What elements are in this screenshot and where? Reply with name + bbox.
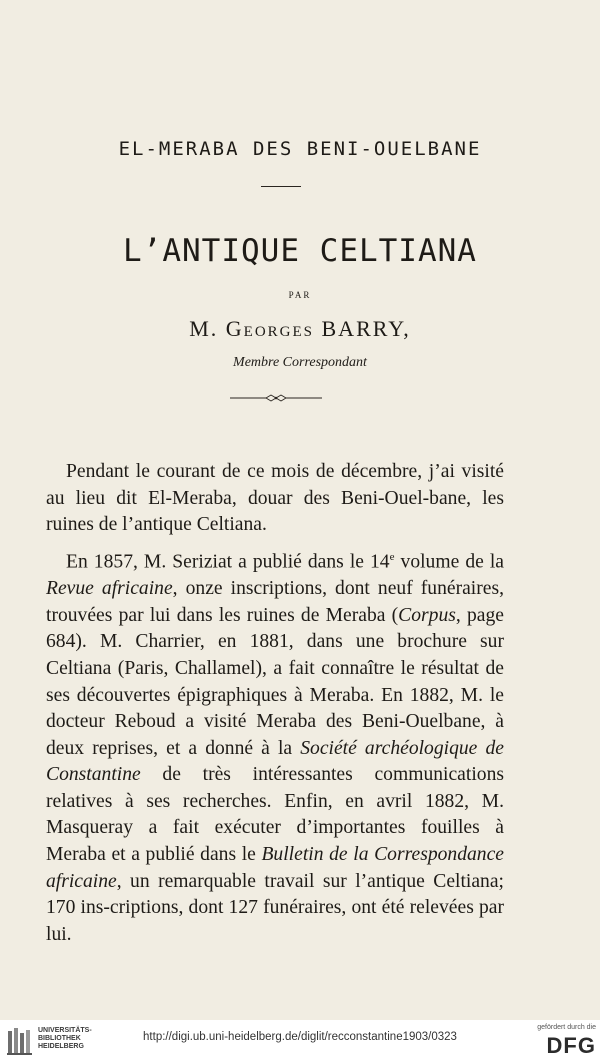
journal-corpus: Corpus xyxy=(398,604,456,626)
paragraph-1 xyxy=(46,459,504,539)
superscript-e: e xyxy=(389,551,395,563)
journal-bulletin: Bulletin de la Correspondance africaine xyxy=(46,844,504,892)
paragraph-2-text-2: volume de la xyxy=(394,551,504,573)
library-name-line2: BIBLIOTHEK xyxy=(38,1035,81,1042)
permalink-url[interactable]: http://digi.ub.uni-heidelberg.de/diglit/recconstantine1903/0323 xyxy=(143,1031,457,1043)
paragraph-2-text-5: de très intéressantes communications relatives à ses recherches. Enfin, en avril 1882, M. Masqueray a fait exécuter d’importantes fouilles à Meraba et a publié dans le xyxy=(46,764,504,866)
paragraph-2-text-6: , un remarquable travail sur l’antique Celtiana; 170 ins-criptions, dont 127 funéraires, ont été relevées par lui. xyxy=(46,870,504,945)
article-title: L’ANTIQUE CELTIANA xyxy=(123,233,477,269)
paragraph-2-text-4: , page 684). M. Charrier, en 1881, dans une brochure sur Celtiana (Paris, Challamel), a fait connaître le résultat de ses découvertes épigraphiques à Meraba. En 1882, M. le docteur Reboud a visité Meraba des Beni-Ouelbane, à deux reprises, et a donné à la xyxy=(46,604,504,759)
society-name: Société archéologique de Constantine xyxy=(46,737,504,786)
journal-revue-africaine: Revue africaine xyxy=(46,578,173,600)
author-role: Membre Correspondant xyxy=(233,355,367,370)
byline-par: PAR xyxy=(288,290,312,300)
ornament-divider-icon xyxy=(228,392,324,404)
article-supertitle: EL-MERABA DES BENI-OUELBANE xyxy=(118,138,482,160)
title-divider xyxy=(261,186,301,187)
library-name-line3: HEIDELBERG xyxy=(38,1043,84,1050)
paragraph-2-text-3: , onze inscriptions, dont neuf funéraires, trouvées par lui dans les ruines de Meraba ( xyxy=(46,578,504,626)
paragraph-2 xyxy=(46,544,504,948)
paragraph-1-text: Pendant le courant de ce mois de décembre, j’ai visité au lieu dit El-Meraba, douar des Beni-Ouel-bane, les ruines de l’antique Celtiana. xyxy=(46,461,504,536)
author-name: M. Georges BARRY, xyxy=(189,316,411,341)
library-name-line1: UNIVERSITÄTS- xyxy=(38,1027,92,1034)
funding-caption: gefördert durch die xyxy=(537,1024,596,1031)
paragraph-2-text-1: En 1857, M. Seriziat a publié dans le 14 xyxy=(66,551,390,573)
dfg-logo[interactable]: DFG xyxy=(546,1033,596,1058)
